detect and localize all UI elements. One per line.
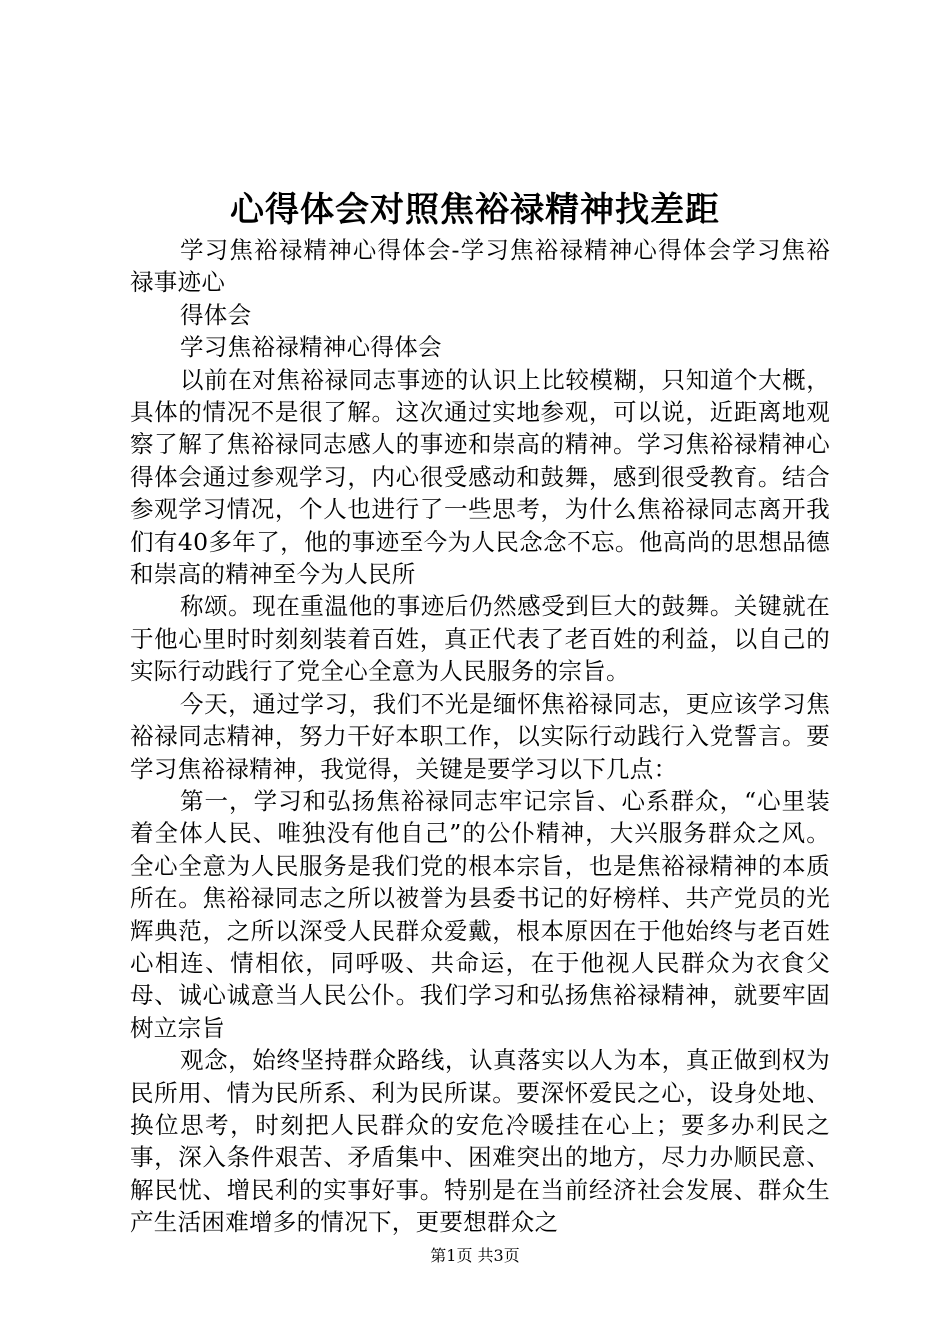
document-body [130, 234, 830, 1239]
paragraph: 今天，通过学习，我们不光是缅怀焦裕禄同志，更应该学习焦裕禄同志精神，努力干好本职工作，以实际行动践行入党誓言。要学习焦裕禄精神，我觉得，关键是要学习以下几点： [130, 689, 830, 783]
paragraph: 学习焦裕禄精神心得体会-学习焦裕禄精神心得体会学习焦裕禄事迹心 [130, 236, 830, 297]
page-number-footer: 第1页 共3页 [430, 1246, 520, 1265]
paragraph: 以前在对焦裕禄同志事迹的认识上比较模糊，只知道个大概，具体的情况不是很了解。这次通过实地参观，可以说，近距离地观察了解了焦裕禄同志感人的事迹和崇高的精神。学习焦裕禄精神心得体会通过参观学习，内心很受感动和鼓舞，感到很受教育。结合参观学习情况，个人也进行了一些思考，为什么焦裕禄同志离开我们有40多年了，他的事迹至今为人民念念不忘。他高尚的思想品德和崇高的精神至今为人民所 [130, 365, 830, 589]
paragraph: 得体会 [180, 300, 252, 329]
paragraph: 观念，始终坚持群众路线，认真落实以人为本，真正做到权为民所用、情为民所系、利为民所谋。要深怀爱民之心，设身处地、换位思考，时刻把人民群众的安危冷暖挂在心上；要多办利民之事，深入条件艰苦、矛盾集中、困难突出的地方，尽力办顺民意、解民忧、增民利的实事好事。特别是在当前经济社会发展、群众生产生活困难增多的情况下，更要想群众之 [130, 1046, 830, 1237]
paragraph: 称颂。现在重温他的事迹后仍然感受到巨大的鼓舞。关键就在于他心里时时刻刻装着百姓，真正代表了老百姓的利益，以自己的实际行动践行了党全心全意为人民服务的宗旨。 [130, 592, 830, 686]
paragraph: 第一，学习和弘扬焦裕禄同志牢记宗旨、心系群众，“心里装着全体人民、唯独没有他自己”的公仆精神，大兴服务群众之风。全心全意为人民服务是我们党的根本宗旨，也是焦裕禄精神的本质所在。焦裕禄同志之所以被誉为县委书记的好榜样、共产党员的光辉典范，之所以深受人民群众爱戴，根本原因在于他始终与老百姓心相连、情相依，同呼吸、共命运，在于他视人民群众为衣食父母、诚心诚意当人民公仆。我们学习和弘扬焦裕禄精神，就要牢固树立宗旨 [130, 786, 830, 1042]
document-title: 心得体会对照焦裕禄精神找差距 [230, 190, 720, 230]
paragraph: 学习焦裕禄精神心得体会 [180, 333, 442, 362]
